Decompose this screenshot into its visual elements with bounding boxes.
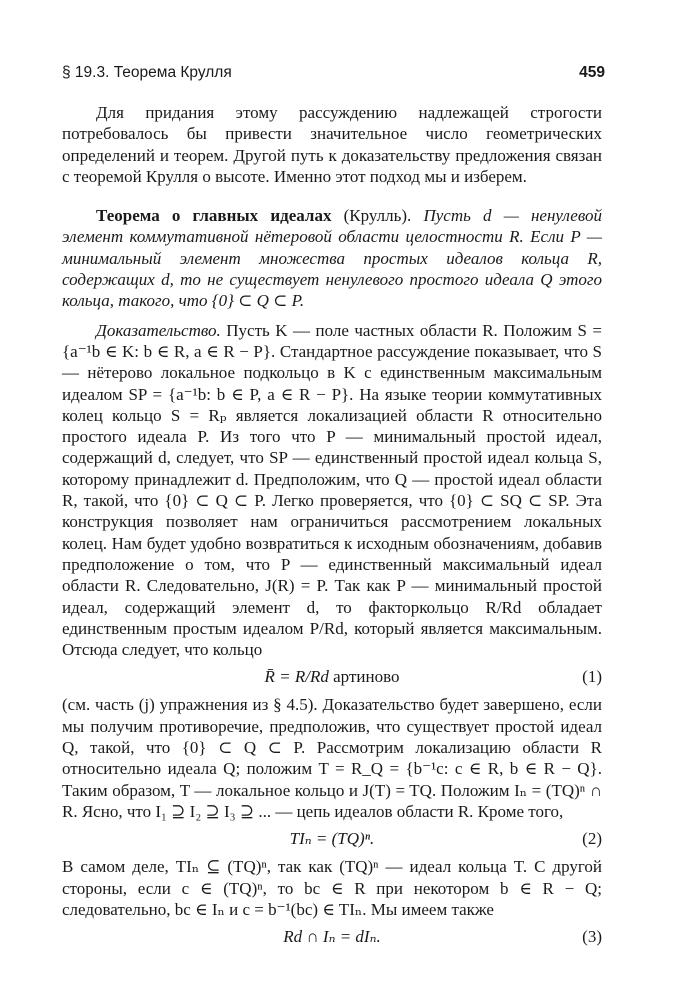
page-body bbox=[62, 102, 602, 954]
formula-2 bbox=[62, 822, 602, 856]
theorem-paragraph bbox=[62, 205, 602, 311]
proof-text-1: Пусть K — поле частных области R. Положим S = {a⁻¹b ∈ K: b ∈ R, a ∈ R − P}. Стандартное рассуждение показывает, что S — нётерово локальное подкольцо в K с единственным максимальным идеалом SP = {a⁻¹b: b ∈ P, a ∈ R − P}. На языке теории коммутативных колец кольцо S = Rₚ является локализацией области R относительно простого идеала P. Из того что P — минимальный простой идеал, содержащий d, следует, что SP — единственный простой идеал кольца S, которому принадлежит d. Предположим, что Q — простой идеал области R, такой, что {0} ⊂ Q ⊂ P. Легко проверяется, что {0} ⊂ SQ ⊂ SP. Эта конструкция позволяет нам ограничиться рассмотрением локальных колец. Нам будет удобно возвратиться к исходным обозначениям, добавив предположение о том, что P — единственный максимальный идеал области R. Следовательно, J(R) = P. Так как P — минимальный простой идеал, содержащий элемент d, то факторкольцо R/Rd обладает единственным простым идеалом P/Rd, который является максимальным. Отсюда следует, что кольцо bbox=[62, 320, 602, 660]
theorem-attribution: (Крулль). bbox=[343, 206, 412, 226]
formula-3-expression: Rd ∩ Iₙ = dIₙ. bbox=[283, 927, 381, 947]
formula-2-number: (2) bbox=[582, 829, 602, 849]
formula-3-number: (3) bbox=[582, 927, 602, 947]
proof-label: Доказательство. bbox=[96, 320, 221, 340]
formula-1-number: (1) bbox=[582, 667, 602, 687]
running-head: § 19.3. Теорема Крулля bbox=[62, 64, 232, 81]
formula-1-expression: R̄ = R/Rd bbox=[264, 667, 329, 687]
page-number: 459 bbox=[579, 64, 605, 81]
formula-1-word: артиново bbox=[333, 667, 400, 687]
theorem-title: Теорема о главных идеалах bbox=[96, 206, 332, 226]
intro-paragraph: Для придания этому рассуждению надлежащей строгости потребовалось бы привести значительное число геометрических определений и теорем. Другой путь к доказательству предложения связан с теоремой Крулля о высоте. Именно этот подход мы и изберем. bbox=[62, 103, 602, 186]
proof-paragraph-1 bbox=[62, 320, 602, 661]
formula-2-expression: TIₙ = (TQ)ⁿ. bbox=[289, 829, 375, 849]
proof-paragraph-3: В самом деле, TIₙ ⊆ (TQ)ⁿ, так как (TQ)ⁿ — идеал кольца T. С другой стороны, если c ∈ (TQ)ⁿ, то bc ∈ R при некотором b ∈ R − Q; следовательно, bc ∈ Iₙ и c = b⁻¹(bc) ∈ TIₙ. Мы имеем также bbox=[62, 857, 602, 919]
proof-paragraph-2: (см. часть (j) упражнения из § 4.5). Доказательство будет завершено, если мы получим противоречие, предположив, что существует простой идеал Q, такой, что {0} ⊂ Q ⊂ P. Рассмотрим локализацию области R относительно идеала Q; положим T = R_Q = {b⁻¹c: c ∈ R, b ∈ R − Q}. Таким образом, T — локальное кольцо и J(T) = TQ. Положим Iₙ = (TQ)ⁿ ∩ R. Ясно, что I₁ ⊇ I₂ ⊇ I₃ ⊇ ... — цепь идеалов области R. Кроме того, bbox=[62, 695, 602, 821]
page-header bbox=[62, 62, 605, 86]
formula-1 bbox=[62, 660, 602, 694]
formula-3 bbox=[62, 920, 602, 954]
theorem-statement: Пусть d — ненулевой элемент коммутативной нётеровой области целостности R. Если P — минимальный элемент множества простых идеалов кольца R, содержащих d, то не существует ненулевого простого идеала Q этого кольца, такого, что {0} ⊂ Q ⊂ P. bbox=[62, 206, 603, 311]
